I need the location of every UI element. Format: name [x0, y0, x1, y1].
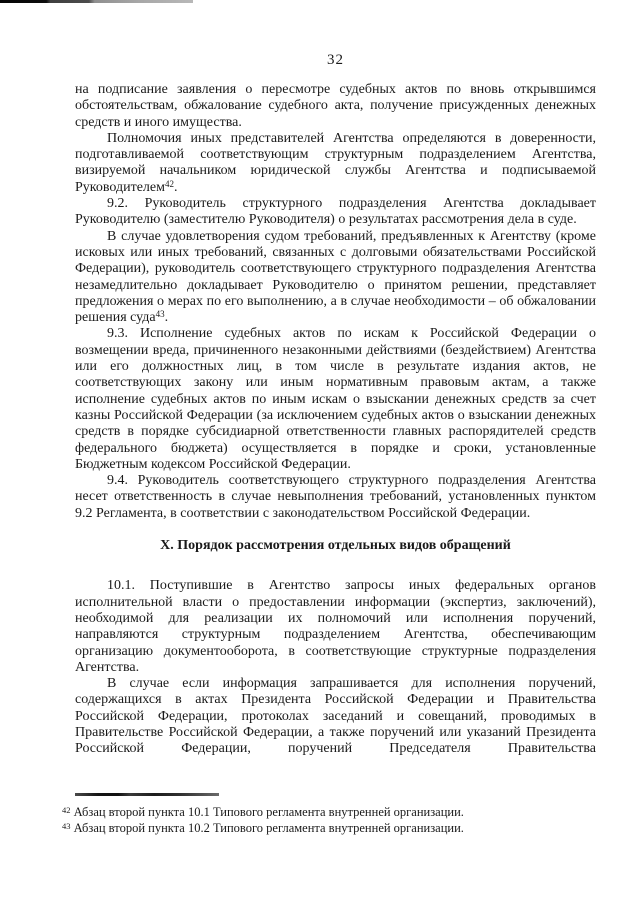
paragraph-text: В случае удовлетворения судом требований, предъявленных к Агентству (кроме исковых или иных требований, связанных с долговыми обязательствами Российской Федерации), руководитель соответствующего структурного подразделения Агентства незамедлительно докладывает Руководителю о принятом решении, представляет предложения о мерах по его выполнению, а в случае необходимости – об обжаловании решения суда: [75, 228, 596, 326]
paragraph-9-4: [75, 473, 596, 522]
paragraph-10-1: [75, 578, 596, 676]
footnote-text: Абзац второй пункта 10.1 Типового регламента внутренней организации.: [73, 805, 464, 819]
footnote-43: [62, 820, 582, 836]
footnote-separator: [75, 793, 219, 796]
paragraph-9-3: [75, 326, 596, 473]
footnotes-section: [62, 793, 582, 836]
footnote-marker-43: 43: [62, 821, 71, 832]
section-heading: X. Порядок рассмотрения отдельных видов обращений: [160, 538, 511, 554]
footnote-ref-43: 43: [155, 309, 165, 320]
page-number: 32: [327, 52, 344, 68]
paragraph-text: 10.1. Поступившие в Агентство запросы иных федеральных органов исполнительной власти о предоставлении информации (экспертиз, заключений), необходимой для реализации их полномочий или исполнения поручений, направляются структурным подразделением Агентства, обеспечивающим организацию документооборота, в соответствующие структурные подразделения Агентства.: [75, 578, 596, 675]
paragraph-information-request: [75, 676, 596, 757]
footnote-42: [62, 804, 582, 820]
document-body: [75, 82, 596, 758]
paragraph-text: .: [164, 310, 169, 326]
footnote-marker-42: 42: [62, 805, 71, 815]
paragraph-continuation: [75, 82, 596, 131]
footnote-text: Абзац второй пункта 10.2 Типового регламента внутренней организации.: [73, 821, 464, 836]
paragraph-agency-representatives: [75, 131, 596, 196]
paragraph-court-satisfaction: [75, 229, 596, 327]
paragraph-text: 9.2. Руководитель структурного подразделения Агентства докладывает Руководителю (заместителю Руководителя) о результатах рассмотрения дела в суде.: [75, 196, 596, 228]
scan-artifact-line: [0, 0, 193, 3]
paragraph-text: Полномочия иных представителей Агентства определяются в доверенности, подготавливаемой соответствующим структурным подразделением Агентства, визируемой начальником юридической службы Агентства и подписываемой Руководителем: [75, 130, 596, 195]
paragraph-text: на подписание заявления о пересмотре судебных актов по вновь открывшимся обстоятельствам, обжалование судебного акта, получение присужденных денежных средств и иного имущества.: [75, 82, 596, 130]
paragraph-text: 9.4. Руководитель соответствующего структурного подразделения Агентства несет ответственность в случае невыполнения требований, установленных пунктом 9.2 Регламента, в соответствии с законодательством Российской Федерации.: [75, 473, 596, 521]
footnote-ref-42: 42: [165, 178, 174, 189]
paragraph-text: 9.3. Исполнение судебных актов по искам к Российской Федерации о возмещении вреда, причиненного незаконными действиями (бездействием) Агентства или его должностных лиц, в том числе в результате издания актов, не соответствующих закону или иным нормативным правовым актам, а также исполнение судебных актов по иным искам о взыскании денежных средств за счет казны Российской Федерации (за исключением судебных актов о взыскании денежных средств в порядке субсидиарной ответственности главных распорядителей средств федерального бюджета) осуществляется в порядке и сроки, установленные Бюджетным кодексом Российской Федерации.: [75, 326, 596, 472]
paragraph-text: В случае если информация запрашивается для исполнения поручений, содержащихся в актах Президента Российской Федерации и Правительства Российской Федерации, протоколах заседаний и совещаний, проводимых в Правительстве Российской Федерации, а также поручений или указаний Президента Российской Федерации, поручений Председателя Правительства: [75, 676, 596, 757]
paragraph-text: .: [174, 179, 178, 195]
paragraph-9-2: [75, 196, 596, 229]
